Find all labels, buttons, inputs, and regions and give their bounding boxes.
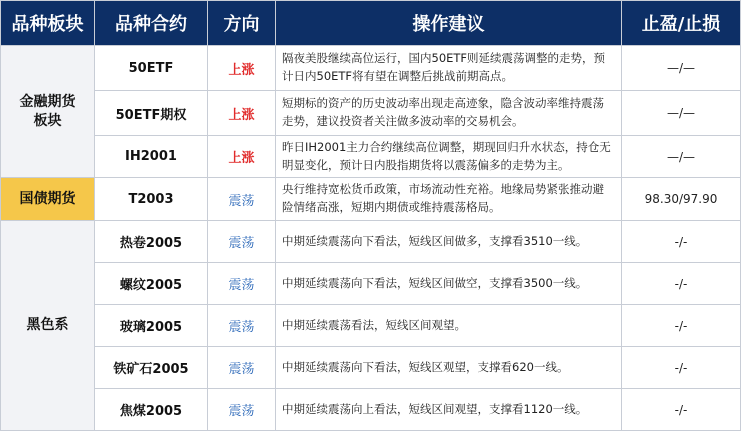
advice-cell: 短期标的资产的历史波动率出现走高迹象，隐含波动率维持震荡走势，建议投资者关注做多波动率的交易机会。 <box>276 91 622 136</box>
table-row <box>1 136 741 178</box>
direction-cell: 震荡 <box>208 347 276 389</box>
profit-loss-cell: —/— <box>622 136 741 178</box>
profit-loss-cell: -/- <box>622 389 741 431</box>
group-label-line1: 金融期货 <box>19 93 76 110</box>
contract-cell: 焦煤2005 <box>95 389 208 431</box>
profit-loss-cell: —/— <box>622 46 741 91</box>
group-treasury-futures: 国债期货 <box>1 178 95 221</box>
header-category: 品种板块 <box>1 1 95 46</box>
profit-loss-cell: -/- <box>622 263 741 305</box>
advice-cell: 中期延续震荡看法，短线区间观望。 <box>276 305 622 347</box>
table-row <box>1 389 741 431</box>
table-row <box>1 91 741 136</box>
header-profit-loss: 止盈/止损 <box>622 1 741 46</box>
profit-loss-cell: -/- <box>622 347 741 389</box>
contract-cell: 50ETF <box>95 46 208 91</box>
direction-cell: 上涨 <box>208 136 276 178</box>
direction-cell: 震荡 <box>208 178 276 221</box>
profit-loss-cell: 98.30/97.90 <box>622 178 741 221</box>
contract-cell: 热卷2005 <box>95 221 208 263</box>
profit-loss-cell: -/- <box>622 221 741 263</box>
table-row <box>1 347 741 389</box>
header-direction: 方向 <box>208 1 276 46</box>
contract-cell: 螺纹2005 <box>95 263 208 305</box>
advice-cell: 隔夜美股继续高位运行，国内50ETF则延续震荡调整的走势，预计日内50ETF将有望在调整后挑战前期高点。 <box>276 46 622 91</box>
contract-cell: 50ETF期权 <box>95 91 208 136</box>
advice-cell: 昨日IH2001主力合约继续高位调整，期现回归升水状态，持仓无明显变化，预计日内股指期货将以震荡偏多的走势为主。 <box>276 136 622 178</box>
direction-cell: 震荡 <box>208 305 276 347</box>
profit-loss-cell: -/- <box>622 305 741 347</box>
direction-cell: 震荡 <box>208 263 276 305</box>
contract-cell: IH2001 <box>95 136 208 178</box>
group-financial-futures <box>1 46 95 178</box>
table-header-row <box>1 1 741 46</box>
contract-cell: 铁矿石2005 <box>95 347 208 389</box>
table-row <box>1 305 741 347</box>
header-contract: 品种合约 <box>95 1 208 46</box>
contract-cell: T2003 <box>95 178 208 221</box>
contract-cell: 玻璃2005 <box>95 305 208 347</box>
table-row <box>1 221 741 263</box>
direction-cell: 上涨 <box>208 46 276 91</box>
direction-cell: 上涨 <box>208 91 276 136</box>
group-black-series: 黑色系 <box>1 221 95 431</box>
advice-cell: 中期延续震荡向下看法，短线区间做多，支撑看3510一线。 <box>276 221 622 263</box>
header-advice: 操作建议 <box>276 1 622 46</box>
direction-cell: 震荡 <box>208 221 276 263</box>
profit-loss-cell: —/— <box>622 91 741 136</box>
advice-cell: 央行维持宽松货币政策，市场流动性充裕。地缘局势紧张推动避险情绪高涨，短期内期债或维持震荡格局。 <box>276 178 622 221</box>
advice-cell: 中期延续震荡向上看法，短线区间观望，支撑看1120一线。 <box>276 389 622 431</box>
table-row <box>1 178 741 221</box>
group-label-line2: 板块 <box>33 112 62 129</box>
direction-cell: 震荡 <box>208 389 276 431</box>
table-row <box>1 263 741 305</box>
table-row <box>1 46 741 91</box>
advice-cell: 中期延续震荡向下看法，短线区间做空，支撑看3500一线。 <box>276 263 622 305</box>
advice-cell: 中期延续震荡向下看法，短线区观望，支撑看620一线。 <box>276 347 622 389</box>
